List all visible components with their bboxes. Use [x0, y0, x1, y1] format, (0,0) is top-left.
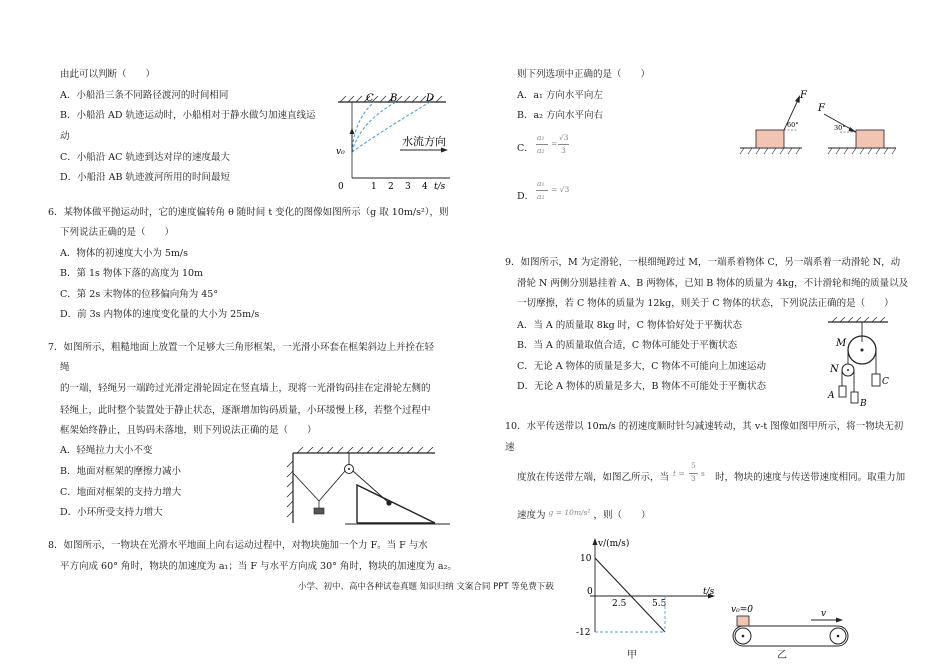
q9-fig-n: N — [830, 364, 839, 375]
q10-belt-v: v — [821, 609, 827, 619]
q5-tick-3: 3 — [405, 182, 411, 192]
q9-fig-m: M — [836, 338, 847, 349]
q10-t-eq: t = — [673, 469, 685, 478]
q10-stem-line4 — [517, 510, 651, 521]
q8-stem-line2: 平方向成 60° 角时，物块的加速度为 a₁；当 F 与水平方向成 30° 角时，物块的加速度为 a₂。 — [60, 561, 457, 572]
q7-stem-line5: 框架始终静止，且钩码未落地，则下列说法正确的是（ ） — [60, 425, 317, 436]
q8-stem-tail: 则下列选项中正确的是（ ） — [517, 69, 651, 80]
q7-stem-line2: 绳 — [60, 362, 70, 373]
q10-graph-ytick-10: 10 — [580, 554, 592, 564]
q10-t-num: 5 — [691, 461, 696, 470]
q10-belt-v0: v₀=0 — [731, 605, 753, 615]
q9-option-c: C．无论 A 物体的质量是多大，C 物体不可能向上加速运动 — [517, 361, 766, 372]
q8-d-den: a₂ — [537, 192, 545, 201]
q8-d-eq: = √3 — [551, 185, 570, 194]
q5-option-b: B．小船沿 AD 轨迹运动时，小船相对于静水做匀加速直线运 — [60, 110, 316, 121]
q8-stem-line1: 8．如图所示，一物块在光滑水平地面上向右运动过程中，对物块施加一个力 F。当 F 与水 — [48, 540, 428, 551]
q10-line3-a: 度放在传送带左端，如图乙所示，当 — [517, 472, 670, 483]
q10-stem-line3 — [517, 461, 906, 483]
q9-stem-line2: 滑轮 N 两侧分别悬挂着 A、B 两物体，已知 B 物体的质量为 4kg，不计滑轮和绳的质量以及 — [517, 278, 909, 289]
q10-graph-ytick-neg12: -12 — [576, 628, 591, 636]
q8-c-rhs-bar — [558, 144, 569, 145]
q7-stem-line4: 轻绳上，此时整个装置处于静止状态，逐渐增加钩码质量，小环缓慢上移，若整个过程中 — [60, 405, 431, 416]
q10-belt-figure — [725, 598, 855, 654]
q6-option-d: D．前 3s 内物体的速度变化量的大小为 25m/s — [60, 309, 260, 320]
q8-fig-f2: F — [818, 103, 825, 114]
q5-figure — [330, 92, 454, 192]
q10-t-den: 3 — [691, 474, 696, 483]
q5-label-b: B — [390, 93, 398, 104]
q10-stem-line2: 速 — [505, 442, 515, 453]
q5-tick-4: 4 — [422, 182, 428, 192]
q10-graph-xtick-2_5: 2.5 — [612, 599, 627, 609]
q7-option-b: B．地面对框架的摩擦力减小 — [60, 466, 181, 477]
q8-option-c-prefix: C． — [517, 143, 534, 154]
q10-graph-ytick-0: 0 — [587, 587, 593, 597]
page-footer: 小学、初中、高中各种试卷真题 知识归纳 文案合同 PPT 等免费下载 — [298, 582, 554, 592]
q6-option-b: B．第 1s 物体下落的高度为 10m — [60, 268, 204, 279]
q9-fig-a: A — [828, 391, 835, 401]
q5-option-d: D．小船沿 AB 轨迹渡河所用的时间最短 — [60, 172, 230, 183]
q10-stem-line1: 10．水平传送带以 10m/s 的初速度顺时针匀减速转动，其 v-t 图像如图甲所示，将一物块无初 — [505, 421, 904, 432]
q9-fig-c: C — [882, 377, 889, 387]
q9-figure — [822, 316, 894, 408]
q10-graph-xtick-5_5: 5.5 — [652, 599, 667, 609]
q5-label-d: D — [426, 93, 435, 104]
q8-figure — [738, 86, 898, 158]
q8-option-b: B．a₂ 方向水平向右 — [517, 110, 603, 121]
q6-stem-line1: 6．某物体做平抛运动时，它的速度偏转角 θ 随时间 t 变化的图像如图所示（g 取 10m/s²），则 — [48, 207, 449, 218]
q6-option-c: C．第 2s 末物体的位移偏向角为 45° — [60, 289, 219, 300]
q5-flow-label: 水流方向 — [402, 135, 446, 148]
q5-v0-label: v₀ — [336, 147, 345, 157]
q5-stem-tail: 由此可以判断（ ） — [60, 69, 156, 80]
q7-stem-line3: 的一端，轻绳另一端跨过光滑定滑轮固定在竖直墙上，现将一光滑钩码挂在定滑轮左侧的 — [60, 383, 431, 394]
q9-option-d: D．无论 A 物体的质量是多大，B 物体不可能处于平衡状态 — [517, 381, 767, 392]
q10-t-expr — [672, 461, 712, 483]
q5-axis-label: t/s — [434, 182, 446, 192]
q8-c-rhs-den: 3 — [561, 146, 566, 155]
q10-graph-xlabel: t/s — [703, 587, 715, 597]
q7-option-c: C．地面对框架的支持力增大 — [60, 487, 182, 498]
q5-tick-1: 1 — [371, 182, 377, 192]
q10-line4-b: ，则（ ） — [593, 510, 651, 521]
q9-stem-line3: 一切摩擦，若 C 物体的质量为 12kg，则关于 C 物体的状态，下列说法正确的是（ ） — [517, 298, 894, 309]
q8-fig-angle1: 60° — [787, 121, 799, 129]
q8-fig-f1: F — [800, 90, 807, 101]
q9-stem-line1: 9．如图所示，M 为定滑轮，一根细绳跨过 M，一端系着物体 C，另一端系着一动滑轮 N，动 — [505, 257, 901, 268]
q10-graph-caption: 甲 — [627, 650, 637, 661]
q5-option-a: A．小船沿三条不同路径渡河的时间相同 — [60, 90, 229, 101]
q8-c-den: a₂ — [537, 146, 545, 155]
q8-option-d-prefix: D． — [517, 191, 535, 202]
q8-option-a: A．a₁ 方向水平向左 — [517, 90, 603, 101]
q10-line3-b: 时，物块的速度与传送带速度相同。取重力加 — [715, 472, 906, 483]
q10-graph-ylabel: v/(m/s) — [598, 539, 630, 549]
q8-fig-angle2: 30° — [834, 124, 846, 132]
q10-g-expr: g = 10m/s² — [548, 508, 591, 517]
q8-c-rhs-num: √3 — [559, 133, 569, 142]
q7-figure — [285, 447, 455, 525]
q5-option-c: C．小船沿 AC 轨迹到达对岸的速度最大 — [60, 152, 230, 163]
q6-option-a: A．物体的初速度大小为 5m/s — [60, 248, 189, 259]
q10-t-unit: s — [701, 469, 705, 478]
q9-option-b: B．当 A 的质量取值合适，C 物体可能处于平衡状态 — [517, 340, 738, 351]
q7-option-a: A．轻绳拉力大小不变 — [60, 445, 153, 456]
q8-c-bar — [536, 144, 548, 145]
q10-line4-a: 速度为 — [517, 510, 546, 521]
q10-belt-caption: 乙 — [777, 650, 787, 661]
q7-option-d: D．小环所受支持力增大 — [60, 507, 163, 518]
q8-d-bar — [536, 190, 548, 191]
q5-label-c: C — [366, 93, 374, 104]
q9-fig-b: B — [860, 399, 867, 408]
q5-option-b-wrap: 动 — [60, 131, 70, 142]
q6-stem-line2: 下列说法正确的是（ ） — [60, 227, 175, 238]
q8-d-num: a₁ — [537, 179, 545, 188]
q8-c-num: a₁ — [537, 133, 545, 142]
q9-option-a: A．当 A 的质量取 8kg 时，C 物体恰好处于平衡状态 — [517, 320, 742, 331]
q5-tick-2: 2 — [388, 182, 394, 192]
q7-stem-line1: 7．如图所示，粗糙地面上放置一个足够大三角形框架，一光滑小环套在框架斜边上并拴在轻 — [48, 342, 435, 353]
q10-vt-graph — [570, 536, 720, 636]
q5-tick-0: 0 — [338, 182, 344, 192]
q8-c-eq: = — [551, 139, 558, 148]
